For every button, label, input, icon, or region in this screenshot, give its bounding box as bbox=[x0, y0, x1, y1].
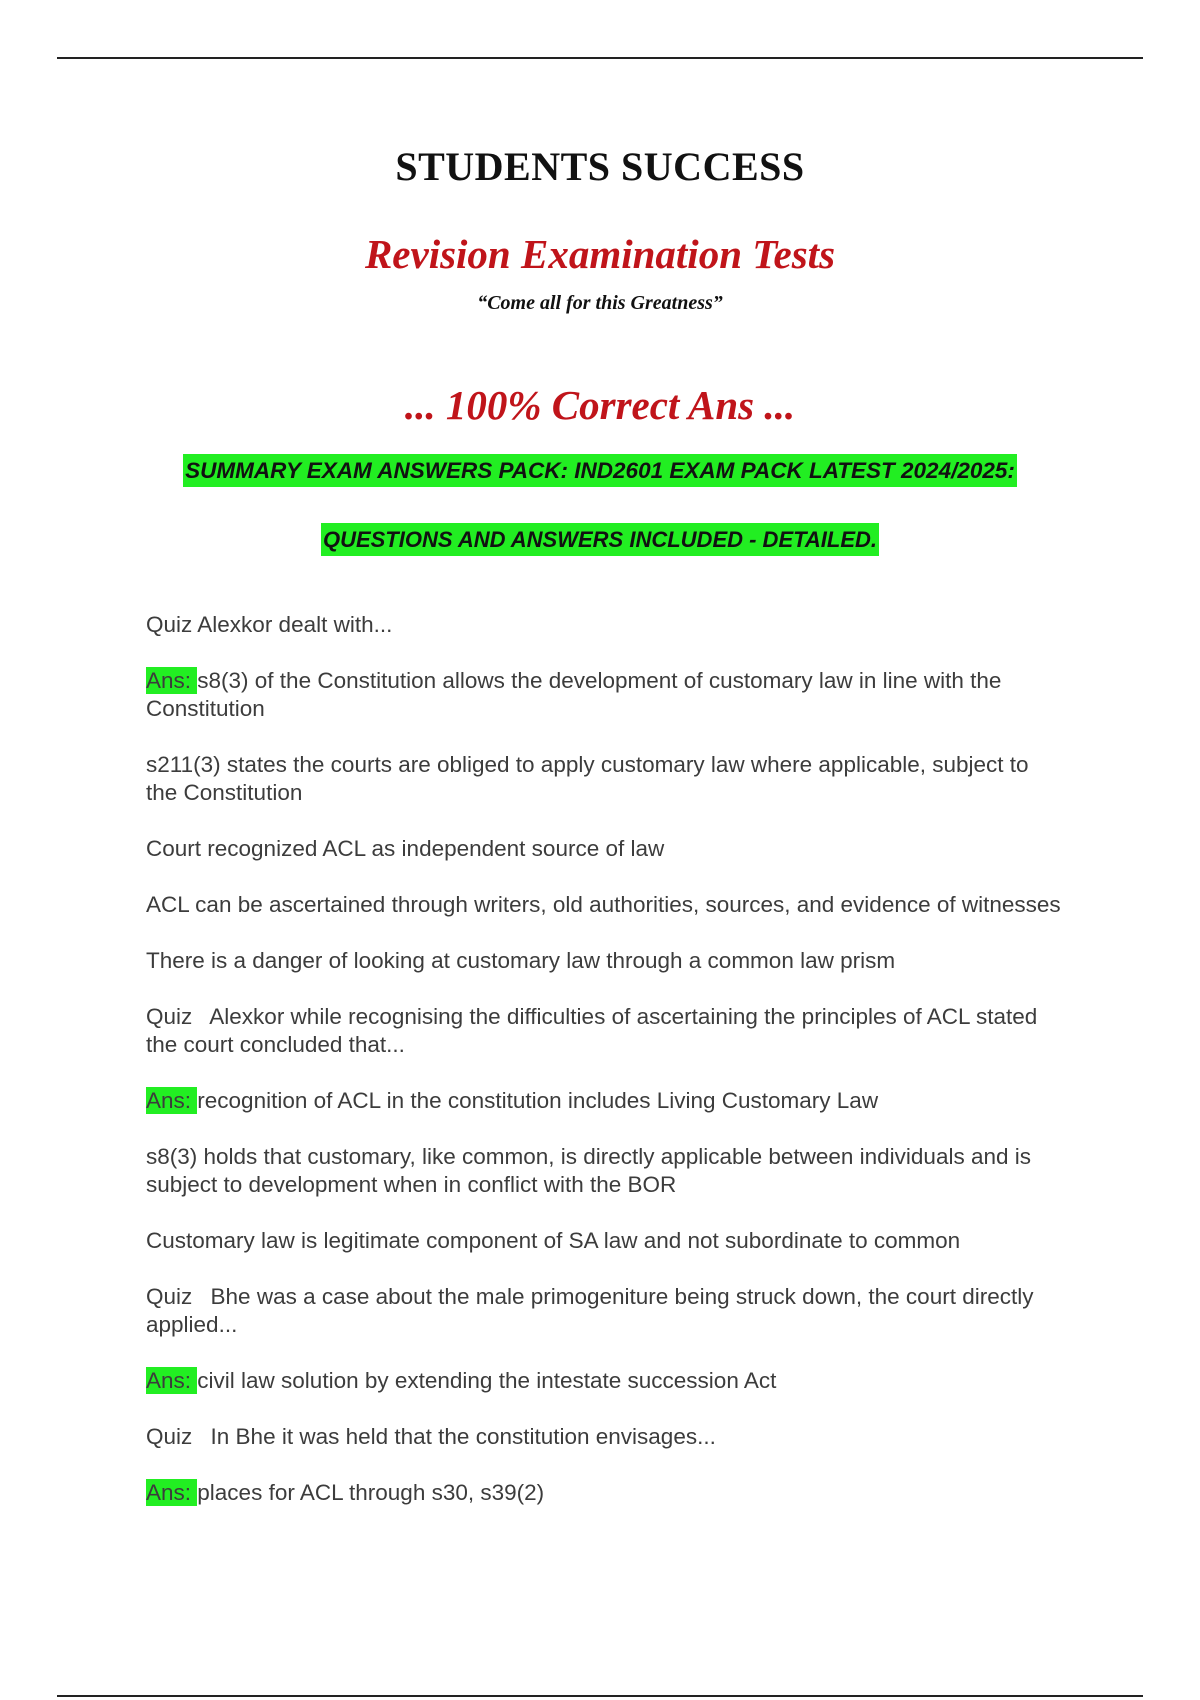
paragraph-text: Alexkor dealt with... bbox=[197, 612, 393, 637]
paragraph-text: There is a danger of looking at customary law through a common law prism bbox=[146, 948, 896, 973]
answer-detail bbox=[146, 835, 1066, 863]
quiz-question bbox=[146, 1423, 1066, 1451]
quiz-question bbox=[146, 611, 1066, 639]
page-title: STUDENTS SUCCESS bbox=[395, 144, 805, 189]
answer bbox=[146, 1367, 1066, 1395]
bottom-rule bbox=[57, 1695, 1143, 1697]
summary-banner-line-1 bbox=[0, 458, 1200, 484]
paragraph-text: s211(3) states the courts are obliged to apply customary law where applicable, subject to the Constitution bbox=[146, 752, 1029, 805]
page-subtitle: Revision Examination Tests bbox=[364, 231, 836, 277]
answer bbox=[146, 667, 1066, 723]
answer-label: Ans: bbox=[146, 1088, 198, 1113]
paragraph-text: civil law solution by extending the intestate succession Act bbox=[197, 1368, 777, 1393]
answer-label: Ans: bbox=[146, 1368, 198, 1393]
answer-detail bbox=[146, 1143, 1066, 1199]
answer-detail bbox=[146, 1227, 1066, 1255]
paragraph-text: s8(3) holds that customary, like common, is directly applicable between individuals and is subject to development when in conflict with the BOR bbox=[146, 1144, 1032, 1197]
answer-label: Ans: bbox=[146, 1480, 198, 1505]
paragraph-text: s8(3) of the Constitution allows the development of customary law in line with the Constitution bbox=[146, 668, 1002, 721]
paragraph-text: places for ACL through s30, s39(2) bbox=[197, 1480, 545, 1505]
answer bbox=[146, 1087, 1066, 1115]
answer-detail bbox=[146, 891, 1066, 919]
answer-detail bbox=[146, 947, 1066, 975]
paragraph-text: recognition of ACL in the constitution includes Living Customary Law bbox=[197, 1088, 879, 1113]
paragraph-text: Bhe was a case about the male primogeniture being struck down, the court directly applied... bbox=[146, 1284, 1034, 1337]
summary-banner-text-1: SUMMARY EXAM ANSWERS PACK: IND2601 EXAM PACK LATEST 2024/2025: bbox=[183, 454, 1017, 487]
answer-detail bbox=[146, 751, 1066, 807]
quiz-label: Quiz bbox=[146, 1004, 193, 1029]
paragraph-text: Alexkor while recognising the difficulties of ascertaining the principles of ACL stated the court concluded that... bbox=[146, 1004, 1038, 1057]
summary-banner-text-2: QUESTIONS AND ANSWERS INCLUDED - DETAILED. bbox=[321, 523, 879, 556]
qa-content bbox=[146, 611, 1066, 1535]
page-tagline: “Come all for this Greatness” bbox=[477, 292, 723, 314]
quiz-question bbox=[146, 1003, 1066, 1059]
summary-banner-line-2 bbox=[0, 527, 1200, 553]
quiz-label: Quiz bbox=[146, 1424, 193, 1449]
quiz-question bbox=[146, 1283, 1066, 1339]
correct-answers-line: ... 100% Correct Ans ... bbox=[404, 382, 796, 428]
paragraph-text: Customary law is legitimate component of SA law and not subordinate to common bbox=[146, 1228, 961, 1253]
paragraph-text: Court recognized ACL as independent source of law bbox=[146, 836, 665, 861]
answer bbox=[146, 1479, 1066, 1507]
paragraph-text: In Bhe it was held that the constitution envisages... bbox=[210, 1424, 716, 1449]
quiz-label: Quiz bbox=[146, 1284, 193, 1309]
answer-label: Ans: bbox=[146, 668, 198, 693]
top-rule bbox=[57, 57, 1143, 59]
quiz-label: Quiz bbox=[146, 612, 193, 637]
paragraph-text: ACL can be ascertained through writers, old authorities, sources, and evidence of witnesses bbox=[146, 892, 1061, 917]
